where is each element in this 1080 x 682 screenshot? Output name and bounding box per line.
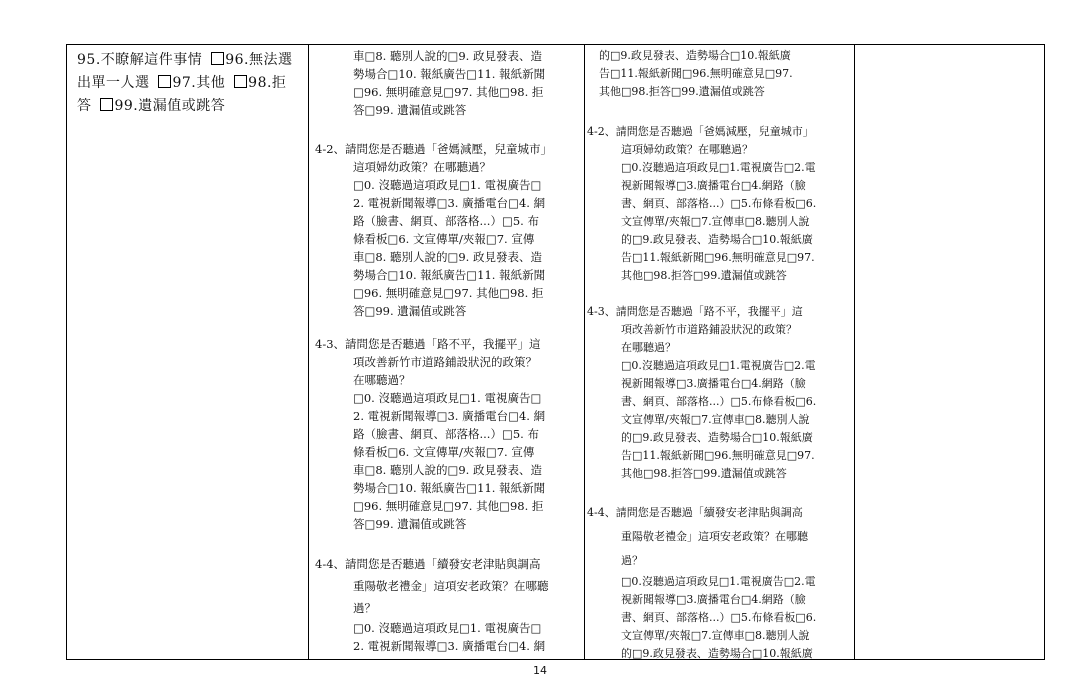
- question-text: 這項婦幼政策？在哪聽過？: [621, 143, 753, 156]
- question-text: 項改善新竹市道路鋪設狀況的政策？: [621, 323, 797, 336]
- question-options: [315, 619, 549, 655]
- options-column: [67, 45, 309, 660]
- option-line: 答□99. 遺漏值或跳答: [353, 517, 467, 531]
- option-line: □0. 沒聽過這項政見□1. 電視廣告□: [353, 621, 542, 635]
- option-line: □0.沒聽過這項政見□1.電視廣告□2.電: [621, 359, 816, 372]
- question-options: [587, 573, 816, 660]
- option-line: 勢場合□10. 報紙廣告□11. 報紙新聞: [353, 268, 546, 282]
- question-options: [587, 159, 816, 285]
- question-number: 4-4、: [315, 557, 346, 571]
- question-text: 重陽敬老禮金」這項安老政策？在哪聽: [353, 579, 549, 593]
- option-line: 其他□98.拒答□99.遺漏值或跳答: [621, 467, 787, 480]
- question-text: 請問您是否聽過「爸媽減壓，兒童城市」: [615, 125, 814, 138]
- option-line: 文宣傳單/夾報□7.宣傳車□8.聽別人說: [621, 413, 810, 426]
- question-text: 過？: [621, 554, 643, 567]
- text-line: 車□8. 聽別人說的□9. 政見發表、造: [353, 49, 542, 63]
- option-95: 95.不瞭解這件事情: [77, 52, 203, 68]
- option-line: 的□9.政見發表、造勢場合□10.報紙廣: [621, 233, 813, 246]
- option-line: □0. 沒聽過這項政見□1. 電視廣告□: [353, 391, 542, 405]
- question-text: 在哪聽過？: [353, 373, 411, 387]
- question-text: 這項婦幼政策？在哪聽過？: [353, 160, 491, 174]
- question-text: 請問您是否聽過「路不平，我擺平」這: [345, 337, 541, 351]
- question-number: 4-2、: [315, 142, 346, 156]
- questionnaire-version-b-column: [585, 45, 855, 660]
- survey-table: [66, 44, 1045, 660]
- question-4-4: [315, 553, 549, 655]
- question-number: 4-3、: [315, 337, 346, 351]
- option-line: 的□9.政見發表、造勢場合□10.報紙廣: [621, 647, 813, 660]
- option-line: 2. 電視新聞報導□3. 廣播電台□4. 網: [353, 196, 546, 210]
- text-line: 告□11.報紙新聞□96.無明確意見□97.: [599, 67, 793, 80]
- option-line: 路（臉書、網頁、部落格...）□5. 布: [353, 427, 539, 441]
- option-line: □96. 無明確意見□97. 其他□98. 拒: [353, 286, 544, 300]
- question-4-2: [587, 123, 816, 285]
- question-text: 在哪聽過？: [621, 341, 676, 354]
- option-line: 答□99. 遺漏值或跳答: [353, 304, 467, 318]
- question-4-2: [315, 140, 552, 320]
- option-98: 98.拒答: [77, 75, 287, 114]
- option-96: 96.無法選出單一人選: [77, 52, 293, 91]
- continued-options: [353, 47, 545, 119]
- option-line: 視新聞報導□3.廣播電台□4.網路（臉: [621, 593, 806, 606]
- page-number: 14: [533, 664, 547, 677]
- question-options: [315, 176, 552, 320]
- question-text: 請問您是否聽過「續發安老津貼與調高: [615, 506, 803, 519]
- question-text: 重陽敬老禮金」這項安老政策？在哪聽: [621, 530, 808, 543]
- continued-options: [599, 47, 793, 101]
- question-4-3: [315, 335, 545, 533]
- question-text: 請問您是否聽過「路不平，我擺平」這: [615, 305, 803, 318]
- option-line: □96. 無明確意見□97. 其他□98. 拒: [353, 499, 544, 513]
- question-options: [315, 389, 545, 533]
- question-number: 4-4、: [587, 506, 616, 519]
- option-line: 條看板□6. 文宣傳單/夾報□7. 宣傳: [353, 232, 535, 246]
- question-options: [587, 357, 816, 483]
- option-line: 書、網頁、部落格...）□5.布條看板□6.: [621, 395, 817, 408]
- text-line: 勢場合□10. 報紙廣告□11. 報紙新聞: [353, 67, 546, 81]
- question-4-4: [587, 501, 816, 660]
- option-line: □0. 沒聽過這項政見□1. 電視廣告□: [353, 178, 542, 192]
- checkbox-icon: [100, 98, 113, 111]
- question-text: 請問您是否聽過「續發安老津貼與調高: [345, 557, 541, 571]
- text-line: 的□9.政見發表、造勢場合□10.報紙廣: [599, 49, 791, 62]
- option-line: 2. 電視新聞報導□3. 廣播電台□4. 網: [353, 409, 546, 423]
- option-line: 文宣傳單/夾報□7.宣傳車□8.聽別人說: [621, 215, 810, 228]
- question-text: 項改善新竹市道路鋪設狀況的政策？: [353, 355, 537, 369]
- option-97: 97.其他: [172, 75, 226, 91]
- text-line: 其他□98.拒答□99.遺漏值或跳答: [599, 85, 765, 98]
- option-line: 視新聞報導□3.廣播電台□4.網路（臉: [621, 377, 806, 390]
- option-line: 的□9.政見發表、造勢場合□10.報紙廣: [621, 431, 813, 444]
- response-options: [67, 45, 308, 118]
- option-line: 車□8. 聽別人說的□9. 政見發表、造: [353, 463, 542, 477]
- option-line: 條看板□6. 文宣傳單/夾報□7. 宣傳: [353, 445, 535, 459]
- checkbox-icon: [211, 52, 224, 65]
- option-99: 99.遺漏值或跳答: [114, 98, 226, 114]
- option-line: 2. 電視新聞報導□3. 廣播電台□4. 網: [353, 639, 546, 653]
- empty-notes-column: [855, 45, 1045, 660]
- option-line: 告□11.報紙新聞□96.無明確意見□97.: [621, 251, 815, 264]
- option-line: □0.沒聽過這項政見□1.電視廣告□2.電: [621, 575, 816, 588]
- text-line: 答□99. 遺漏值或跳答: [353, 103, 467, 117]
- option-line: 其他□98.拒答□99.遺漏值或跳答: [621, 269, 787, 282]
- checkbox-icon: [234, 75, 247, 88]
- option-line: 書、網頁、部落格...）□5.布條看板□6.: [621, 197, 817, 210]
- question-number: 4-2、: [587, 125, 616, 138]
- option-line: 勢場合□10. 報紙廣告□11. 報紙新聞: [353, 481, 546, 495]
- option-line: 書、網頁、部落格...）□5.布條看板□6.: [621, 611, 817, 624]
- question-text: 過？: [353, 601, 376, 615]
- option-line: 路（臉書、網頁、部落格...）□5. 布: [353, 214, 539, 228]
- questionnaire-version-a-column: [309, 45, 585, 660]
- option-line: 車□8. 聽別人說的□9. 政見發表、造: [353, 250, 542, 264]
- option-line: 視新聞報導□3.廣播電台□4.網路（臉: [621, 179, 806, 192]
- question-number: 4-3、: [587, 305, 616, 318]
- text-line: □96. 無明確意見□97. 其他□98. 拒: [353, 85, 544, 99]
- option-line: 告□11.報紙新聞□96.無明確意見□97.: [621, 449, 815, 462]
- question-4-3: [587, 303, 816, 483]
- option-line: □0.沒聽過這項政見□1.電視廣告□2.電: [621, 161, 816, 174]
- checkbox-icon: [158, 75, 171, 88]
- option-line: 文宣傳單/夾報□7.宣傳車□8.聽別人說: [621, 629, 810, 642]
- question-text: 請問您是否聽過「爸媽減壓，兒童城市」: [345, 142, 553, 156]
